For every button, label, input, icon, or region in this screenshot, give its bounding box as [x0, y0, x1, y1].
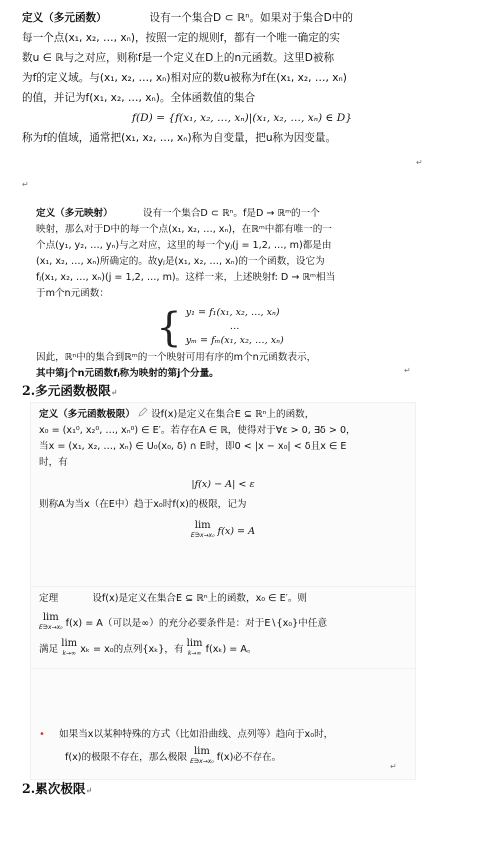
limit-symbol: lim k→∞: [186, 638, 203, 657]
limit-symbol: lim E∋x→x₀: [39, 612, 63, 631]
definition-text: 每一个点(x₁, x₂, …, xₙ)，按照一定的规则f，都有一个唯一确定的实: [22, 32, 340, 44]
system-line: y₁ = f₁(x₁, x₂, …, xₙ): [185, 307, 280, 318]
left-brace-icon: {: [156, 305, 182, 351]
definition-title: 定义（多元函数极限）: [39, 409, 135, 420]
definition-text: 个点(y₁, y₂, …, yₙ)与之对应，这里的每一个yⱼ(j = 1,2, …, m)都是由: [36, 240, 332, 251]
limit-symbol: lim k→∞: [61, 638, 78, 657]
definition-text: 于m个n元函数：: [36, 288, 109, 299]
definition-title: 定义（多元映射）: [36, 208, 113, 219]
definition-text: 设f(x)是定义在集合E ⊆ ℝⁿ上的函数，: [151, 409, 315, 420]
definition-text: 为f的定义域。与(x₁, x₂, …, xₙ)相对应的数u被称为f在(x₁, x₂, …, xₙ): [22, 72, 347, 84]
definition-text: 因此，ℝⁿ中的集合到ℝᵐ的一个映射可用有序的m个n元函数表示，: [36, 352, 317, 363]
theorem-text: 设f(x)是定义在集合E ⊆ ℝⁿ上的函数，x₀ ∈ E′。则: [92, 593, 308, 604]
theorem-box: [30, 586, 416, 676]
return-mark: ↵: [390, 762, 397, 771]
section-heading: 2.累次极限↵: [22, 781, 93, 796]
definition-text: 当x = (x₁, x₂, …, xₙ) ∈ U₀(x₀, δ) ∩ E时，即0 < |x − x₀| < δ且x ∈ E: [39, 441, 347, 452]
limit-symbol: lim E∋x→x₀: [190, 520, 215, 539]
definition-text: 则称A为当x（在E中）趋于x₀时f(x)的极限，记为: [39, 499, 247, 510]
limit-symbol: lim E∋x→x₀: [190, 746, 214, 765]
remark-text: f(x)必不存在。: [216, 752, 282, 763]
range-formula: f(D) = {f(x₁, x₂, …, xₙ)|(x₁, x₂, …, xₙ) ∈ D}: [132, 112, 352, 124]
definition-text: 映射，那么对于D中的每一个点(x₁, x₂, …, xₙ)，在ℝᵐ中都有唯一的一: [36, 224, 332, 235]
pencil-icon: [138, 407, 148, 423]
theorem-text: f(xₖ) = A。: [205, 644, 257, 655]
bullet-icon: •: [39, 729, 45, 740]
return-mark: ↵: [22, 180, 29, 189]
definition-text: x₀ = (x₁⁰, x₂⁰, …, xₙ⁰) ∈ E′。若存在A ∈ ℝ，使得对于∀ε > 0, ∃δ > 0，: [39, 425, 356, 436]
definition-text: 时，有: [39, 457, 68, 468]
epsilon-formula: |f(x) − A| < ε: [191, 479, 255, 490]
definition-text: 称为f的值域，通常把(x₁, x₂, …, xₙ)称为自变量，把u称为因变量。: [22, 132, 337, 144]
return-mark: ↵: [404, 366, 411, 375]
system-dots: …: [229, 321, 240, 332]
definition-text: fⱼ(x₁, x₂, …, xₙ)(j = 1,2, …, m)。这样一来，上述映射f: D → ℝᵐ相当: [36, 272, 336, 283]
theorem-text: xₖ = x₀的点列{xₖ}，有: [80, 644, 184, 655]
section-heading: 2.多元函数极限↵: [22, 383, 118, 398]
definition-text: 数u ∈ ℝ与之对应，则称f是一个定义在D上的n元函数。这里D被称: [22, 52, 335, 64]
theorem-text: 满足: [39, 644, 59, 655]
theorem-label: 定理: [39, 593, 59, 604]
definition-text: 设有一个集合D ⊂ ℝⁿ。如果对于集合D中的: [149, 12, 353, 24]
definition-title: 定义（多元函数）: [22, 12, 107, 24]
theorem-text: f(x) = A（可以是∞）的充分必要条件是：对于E∖{x₀}中任意: [65, 618, 328, 629]
limit-formula: lim E∋x→x₀ f(x) = A: [190, 520, 256, 539]
remark-text: f(x)的极限不存在，那么极限: [65, 752, 188, 763]
definition-text: 设有一个集合D ⊂ ℝⁿ。f是D → ℝᵐ的一个: [142, 208, 320, 219]
function-system: [36, 306, 404, 350]
return-mark: ↵: [416, 158, 423, 167]
definition-multivariate-function: [22, 8, 462, 148]
definition-text: 其中第j个n元函数fⱼ称为映射的第j个分量。: [36, 368, 219, 379]
definition-text: (x₁, x₂, …, xₙ)所确定的。故yⱼ是(x₁, x₂, …, xₙ)的一个函数，设它为: [36, 256, 325, 267]
definition-text: 的值，并记为f(x₁, x₂, …, xₙ)。全体函数值的集合: [22, 92, 256, 104]
definition-function-limit: [30, 402, 416, 588]
definition-multivariate-map: [30, 202, 410, 379]
system-line: yₘ = fₘ(x₁, x₂, …, xₙ): [185, 335, 284, 346]
remark-box: [30, 668, 416, 780]
remark-text: 如果当x以某种特殊的方式（比如沿曲线、点列等）趋向于x₀时，: [59, 729, 334, 740]
